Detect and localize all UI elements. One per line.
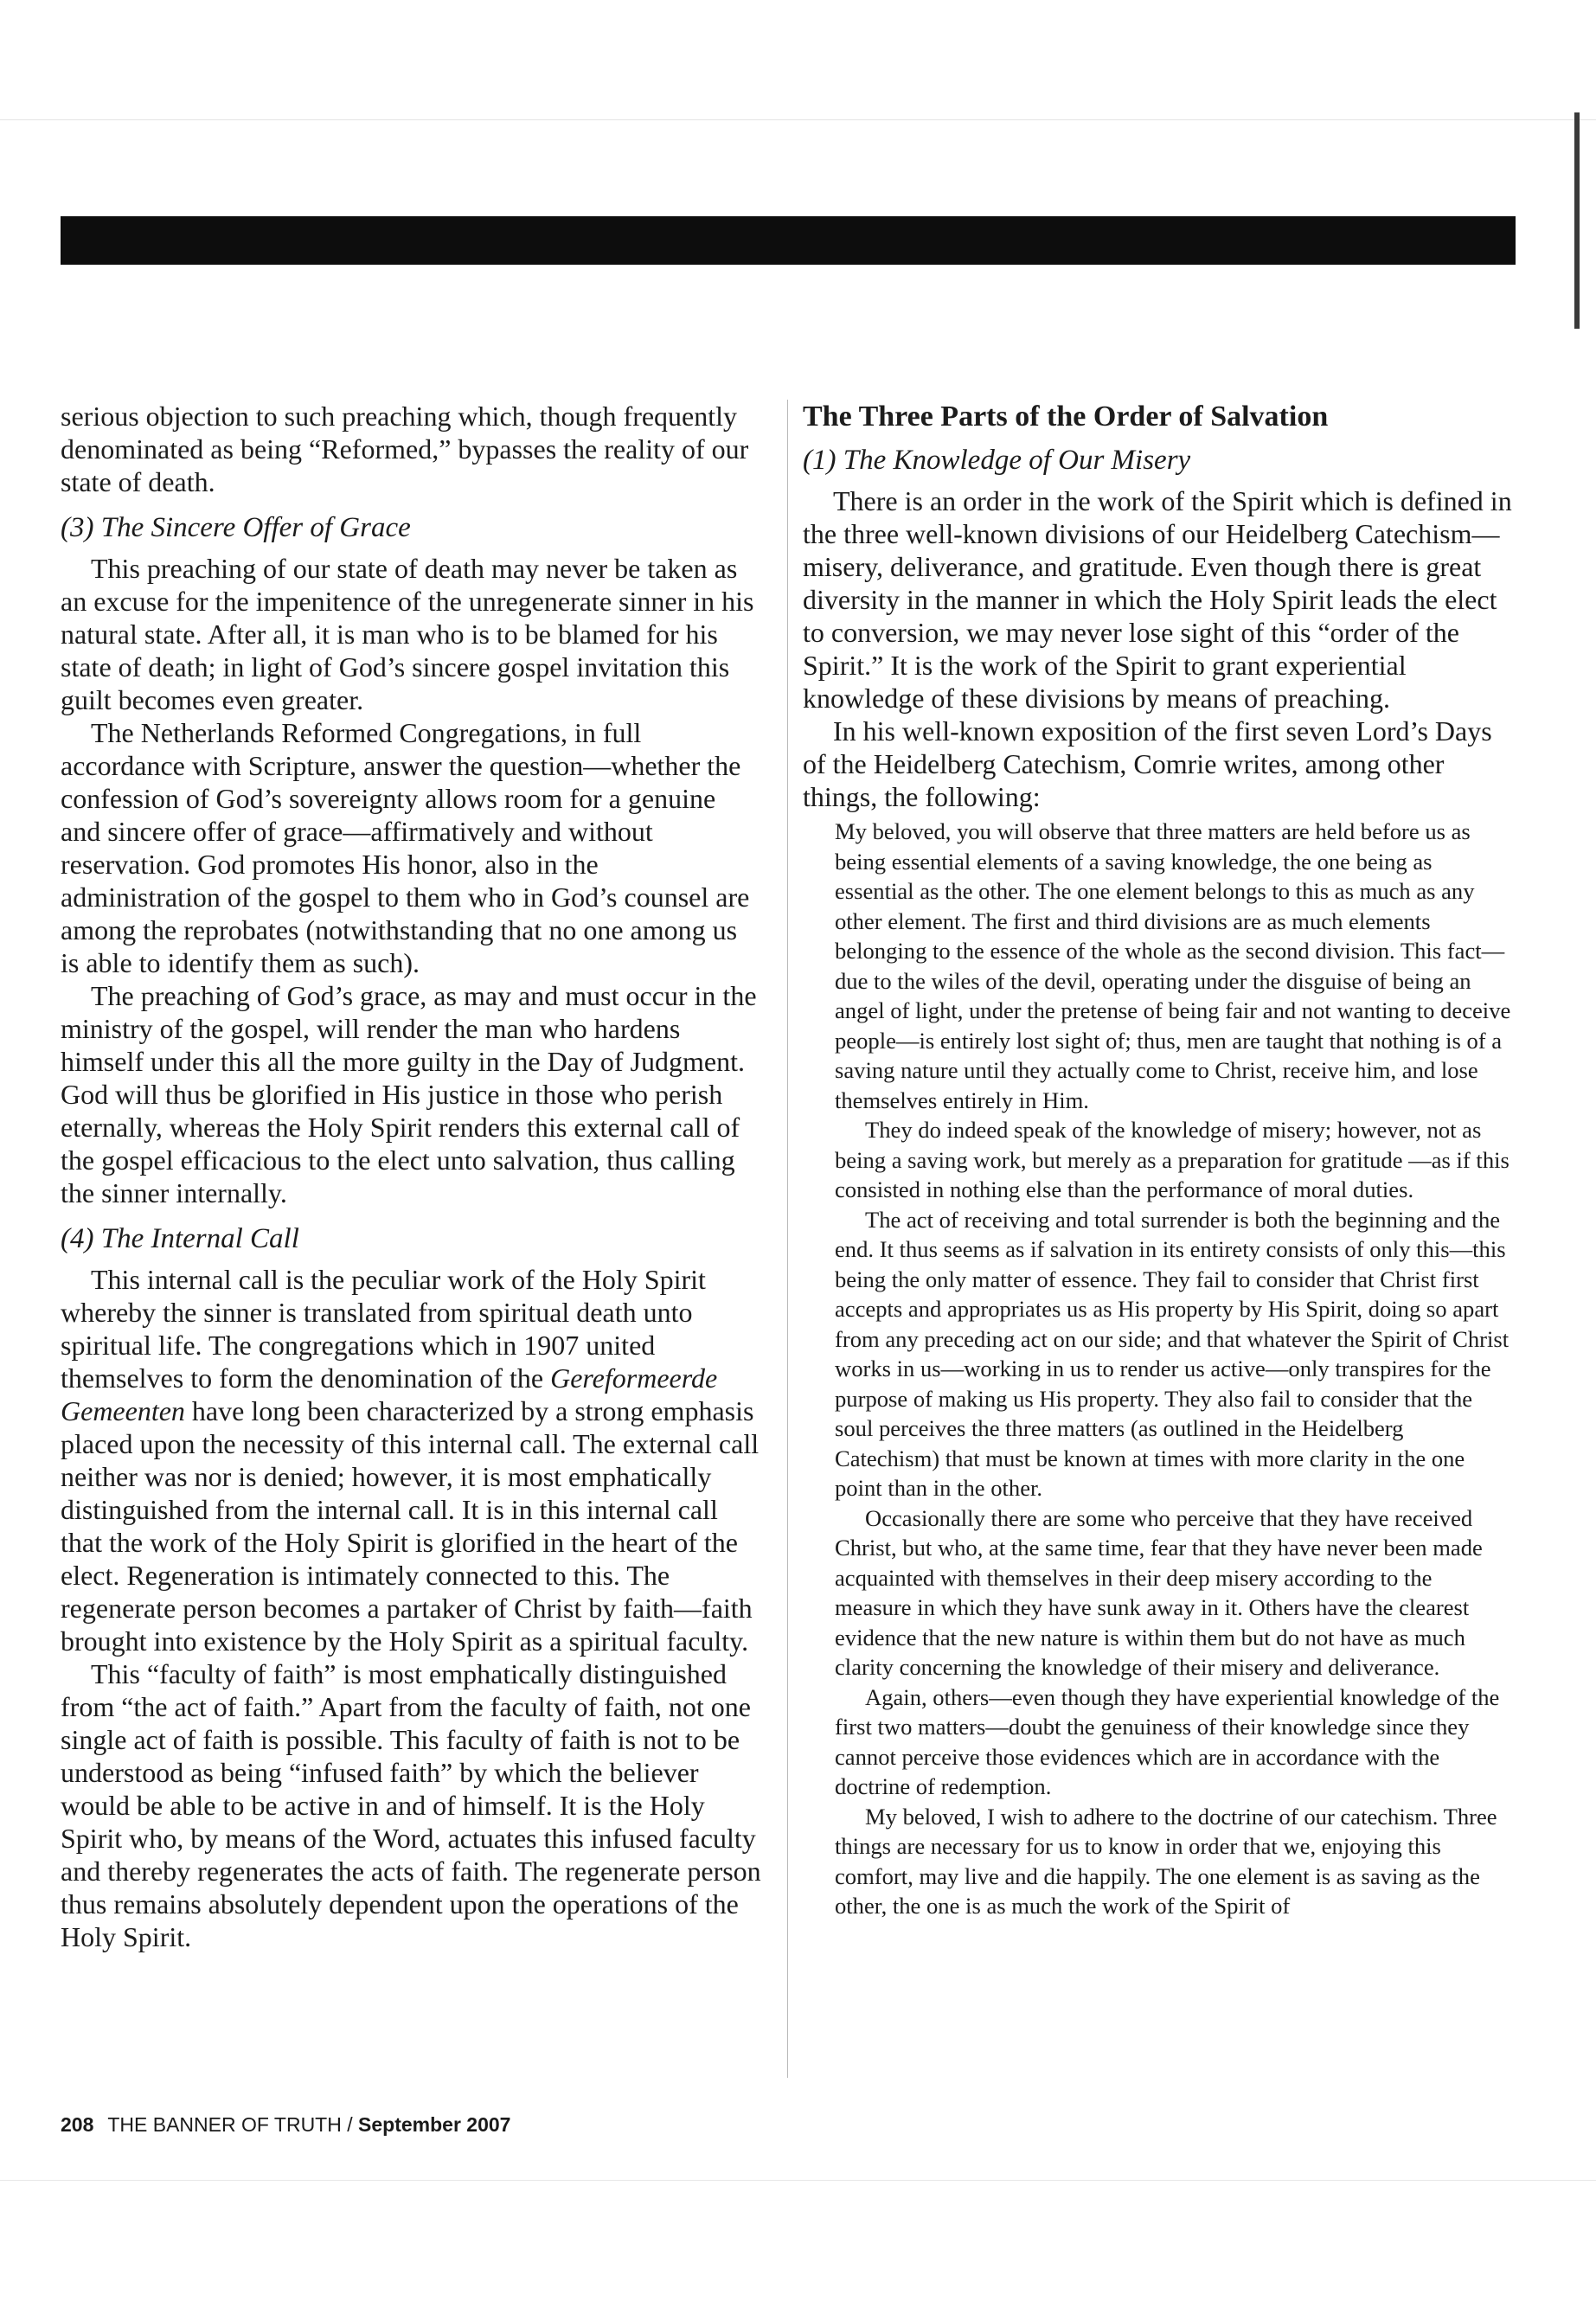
quote-paragraph: The act of receiving and total surrender is both the beginning and the end. It thus seems as if salvation in its entirety consists of only this—this being the only matter of essence. They fail to consider that Christ first accepts and appropriates us as His property by His Spirit, doing so apart from any preceding act on our side; and that whatever the Spirit of Christ works in us—working in us to render us active—only transpires for the purpose of making us His property. They also fail to consider that the soul perceives the three matters (as outlined in the Heidelberg Catechism) that must be known at times with more clarity in the one point than in the other. — [835, 1206, 1509, 1501]
header-black-band — [61, 216, 1516, 265]
paragraph: This preaching of our state of death may never be taken as an excuse for the impenitence of the unregenerate sinner in his natural state. After all, it is man who is to be blamed for his state of death; in light of God’s sincere gospel invitation this guilt becomes even greater. — [61, 553, 754, 715]
paragraph: In his well-known exposition of the first seven Lord’s Days of the Heidelberg Catechism, Comrie writes, among other things, the following: — [803, 715, 1492, 812]
subheading-number: (3) — [61, 512, 94, 543]
paragraph-part: have long been characterized by a strong emphasis placed upon the necessity of this internal call. The external call neither was nor is denied; however, it is most emphatically distinguished from the internal call. It is in this internal call that the work of the Holy Spirit is glorified in the heart of the elect. Regeneration is intimately connected to this. The regenerate person becomes a partaker of Christ by faith—faith brought into existence by the Holy Spirit as a spiritual faculty. — [61, 1395, 760, 1657]
paragraph: This “faculty of faith” is most emphatically distinguished from “the act of faith.” Apart from the faculty of faith, not one single act of faith is possible. This faculty of faith is not to be understood as being “infused faith” by which the believer would be able to be active in and of himself. It is the Holy Spirit who, by means of the Word, actuates this infused faculty and thereby regenerates the acts of faith. The regenerate person thus remains absolutely dependent upon the operations of the Holy Spirit. — [61, 1658, 761, 1952]
subheading-knowledge-of-misery — [803, 443, 1512, 478]
section-heading: The Three Parts of the Order of Salvation — [803, 401, 1329, 433]
issue-date: September 2007 — [358, 2113, 511, 2136]
quote-paragraph: Again, others—even though they have experiential knowledge of the first two matters—doubt the genuiness of their knowledge since they cannot perceive those evidences which are in accordance with the doctrine of redemption. — [835, 1683, 1500, 1799]
column-divider — [787, 400, 788, 2078]
paragraph: The Netherlands Reformed Congregations, in full accordance with Scripture, answer the question—whether the confession of God’s sovereignty allows room for a genuine and sincere offer of grace—affirmatively and without reservation. God promotes His honor, also in the administration of the gospel to them who in God’s counsel are among the reprobates (notwithstanding that no one among us is able to identify them as such). — [61, 717, 750, 978]
subheading-title: The Knowledge of Our Misery — [843, 445, 1191, 476]
paragraph-continued: serious objection to such preaching which, though frequently denominated as being “Reformed,” bypasses the reality of our state of death. — [61, 401, 749, 497]
subheading-sincere-offer — [61, 510, 761, 545]
quote-paragraph: My beloved, I wish to adhere to the doctrine of our catechism. Three things are necessary for us to know in order that we, enjoying this comfort, may live and die happily. The one element is as saving as the other, the one is as much the work of the Spirit of — [835, 1803, 1497, 1919]
paragraph — [61, 1263, 761, 1657]
paragraph: There is an order in the work of the Spirit which is defined in the three well-known divisions of our Heidelberg Catechism—misery, deliverance, and gratitude. Even though there is great diversity in the manner in which the Holy Spirit leads the elect to conversion, we may never lose sight of this “order of the Spirit.” It is the work of the Spirit to grant experiential knowledge of these divisions by means of preaching. — [803, 485, 1512, 714]
paragraph-part: This internal call is the peculiar work of the Holy Spirit whereby the sinner is translated from spiritual death unto spiritual life. The congregations which in 1907 united themselves to form the denomination of the — [61, 1264, 706, 1394]
top-rule — [0, 119, 1596, 120]
quote-paragraph: They do indeed speak of the knowledge of misery; however, not as being a saving work, but merely as a preparation for gratitude —as if this consisted in nothing else than the performance of moral duties. — [835, 1117, 1509, 1202]
subheading-number: (1) — [803, 445, 836, 476]
page-number: 208 — [61, 2113, 94, 2136]
footer-separator: / — [347, 2113, 353, 2136]
subheading-number: (4) — [61, 1223, 94, 1254]
quote-paragraph: My beloved, you will observe that three matters are held before us as being essential elements of a saving knowledge, the one being as essential as the other. The one element belongs to this as much as any other element. The first and third divisions are as much elements belonging to the essence of the whole as the second division. This fact—due to the wiles of the devil, operating under the disguise of being an angel of light, under the pretense of being fair and not wanting to deceive people—is entirely lost sight of; thus, men are taught that nothing is of a saving nature until they actually come to Christ, receive him, and lose themselves entirely in Him. — [835, 818, 1511, 1113]
subheading-title: The Sincere Offer of Grace — [100, 512, 411, 543]
italic-term: Gereformeerde Gemeenten — [61, 1362, 718, 1426]
left-column — [61, 400, 761, 1953]
subheading-internal-call — [61, 1221, 761, 1256]
quote-paragraph: Occasionally there are some who perceive that they have received Christ, but who, at the same time, fear that they have never been made acquainted with themselves in their deep misery according to the measure in which they have sunk away in it. Others have the clearest evidence that the new nature is within them but do not have as much clarity concerning the knowledge of their misery and deliverance. — [835, 1504, 1483, 1680]
paragraph: The preaching of God’s grace, as may and must occur in the ministry of the gospel, will render the man who hardens himself under this all the more guilty in the Day of Judgment. God will thus be glorified in His justice in those who perish eternally, whereas the Holy Spirit renders this external call of the gospel efficacious to the elect unto salvation, thus calling the sinner internally. — [61, 980, 757, 1208]
bottom-rule — [0, 2180, 1596, 2181]
publication-name: THE BANNER OF TRUTH — [107, 2113, 342, 2136]
scan-edge-mark — [1574, 112, 1580, 329]
right-column — [803, 400, 1512, 1921]
block-quote — [803, 817, 1512, 1921]
subheading-title: The Internal Call — [100, 1223, 299, 1254]
page-footer — [61, 2113, 510, 2137]
